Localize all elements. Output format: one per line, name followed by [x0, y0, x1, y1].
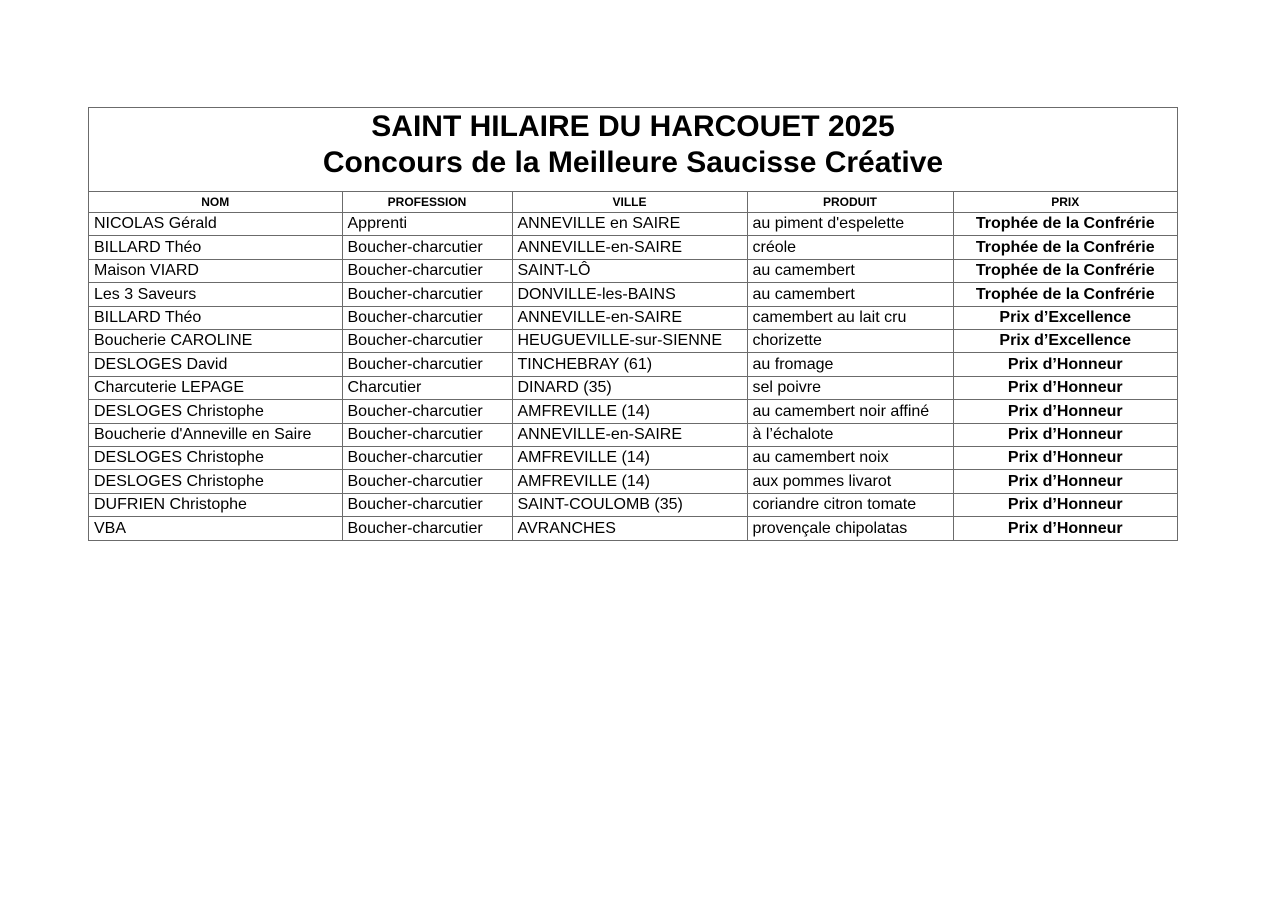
cell-profession: Boucher-charcutier [342, 283, 512, 306]
cell-ville: AMFREVILLE (14) [512, 446, 747, 469]
column-header-profession: PROFESSION [342, 192, 512, 213]
column-header-produit: PRODUIT [747, 192, 953, 213]
cell-produit: aux pommes livarot [747, 470, 953, 493]
table-row [89, 400, 1177, 423]
cell-profession: Boucher-charcutier [342, 423, 512, 446]
table-row [89, 493, 1177, 516]
cell-nom: Maison VIARD [89, 259, 342, 282]
table-row [89, 283, 1177, 306]
cell-nom: DESLOGES Christophe [89, 400, 342, 423]
cell-produit: chorizette [747, 329, 953, 352]
table-row [89, 213, 1177, 236]
cell-prix: Prix d’Honneur [953, 470, 1177, 493]
cell-prix: Prix d’Honneur [953, 446, 1177, 469]
cell-profession: Boucher-charcutier [342, 493, 512, 516]
cell-ville: ANNEVILLE-en-SAIRE [512, 236, 747, 259]
cell-nom: NICOLAS Gérald [89, 213, 342, 236]
cell-prix: Trophée de la Confrérie [953, 283, 1177, 306]
cell-nom: Boucherie CAROLINE [89, 329, 342, 352]
cell-profession: Boucher-charcutier [342, 470, 512, 493]
cell-profession: Boucher-charcutier [342, 400, 512, 423]
cell-ville: TINCHEBRAY (61) [512, 353, 747, 376]
cell-profession: Boucher-charcutier [342, 353, 512, 376]
results-table [89, 192, 1177, 540]
cell-ville: AVRANCHES [512, 517, 747, 540]
cell-produit: au fromage [747, 353, 953, 376]
cell-produit: au camembert noix [747, 446, 953, 469]
cell-ville: ANNEVILLE-en-SAIRE [512, 306, 747, 329]
cell-prix: Prix d’Honneur [953, 400, 1177, 423]
cell-produit: coriandre citron tomate [747, 493, 953, 516]
cell-nom: DESLOGES Christophe [89, 470, 342, 493]
cell-ville: DONVILLE-les-BAINS [512, 283, 747, 306]
table-row [89, 329, 1177, 352]
column-header-nom: NOM [89, 192, 342, 213]
cell-ville: DINARD (35) [512, 376, 747, 399]
cell-profession: Boucher-charcutier [342, 446, 512, 469]
cell-prix: Prix d’Honneur [953, 376, 1177, 399]
cell-produit: au camembert [747, 283, 953, 306]
cell-produit: au camembert noir affiné [747, 400, 953, 423]
table-row [89, 259, 1177, 282]
column-header-prix: PRIX [953, 192, 1177, 213]
cell-nom: BILLARD Théo [89, 306, 342, 329]
cell-nom: VBA [89, 517, 342, 540]
event-title: SAINT HILAIRE DU HARCOUET 2025 [371, 110, 895, 143]
cell-ville: SAINT-LÔ [512, 259, 747, 282]
cell-profession: Boucher-charcutier [342, 329, 512, 352]
cell-prix: Prix d’Honneur [1007, 519, 1123, 537]
header-row [89, 192, 1177, 213]
table-row [89, 376, 1177, 399]
cell-nom: DESLOGES David [89, 353, 342, 376]
table-row [89, 423, 1177, 446]
cell-profession: Boucher-charcutier [342, 306, 512, 329]
cell-produit: créole [747, 236, 953, 259]
cell-prix: Prix d’Excellence [953, 329, 1177, 352]
cell-nom: DESLOGES Christophe [89, 446, 342, 469]
table-row [89, 517, 1177, 540]
cell-ville: AMFREVILLE (14) [512, 470, 747, 493]
cell-produit: sel poivre [747, 376, 953, 399]
cell-prix: Trophée de la Confrérie [953, 236, 1177, 259]
table-body [89, 213, 1177, 540]
title-block [89, 108, 1177, 192]
cell-profession: Boucher-charcutier [342, 259, 512, 282]
cell-profession: Apprenti [342, 213, 512, 236]
cell-ville: HEUGUEVILLE-sur-SIENNE [512, 329, 747, 352]
cell-nom: BILLARD Théo [89, 236, 342, 259]
cell-nom: Charcuterie LEPAGE [89, 376, 342, 399]
column-header-ville: VILLE [512, 192, 747, 213]
cell-produit: provençale chipolatas [747, 517, 953, 540]
results-sheet [88, 107, 1178, 541]
table-row [89, 236, 1177, 259]
cell-prix: Prix d’Honneur [953, 423, 1177, 446]
cell-prix: Prix d’Honneur [953, 493, 1177, 516]
cell-ville: SAINT-COULOMB (35) [512, 493, 747, 516]
contest-title: Concours de la Meilleure Saucisse Créative [322, 146, 944, 179]
cell-nom: Les 3 Saveurs [89, 283, 342, 306]
cell-ville: AMFREVILLE (14) [512, 400, 747, 423]
cell-ville: ANNEVILLE en SAIRE [512, 213, 747, 236]
cell-prix: Prix d’Honneur [953, 353, 1177, 376]
cell-nom: Boucherie d'Anneville en Saire [89, 423, 342, 446]
cell-prix: Trophée de la Confrérie [953, 259, 1177, 282]
cell-produit: au camembert [747, 259, 953, 282]
cell-prix: Trophée de la Confrérie [953, 213, 1177, 236]
cell-prix: Prix d’Excellence [953, 306, 1177, 329]
cell-produit: au piment d'espelette [747, 213, 953, 236]
cell-produit: à l’échalote [747, 423, 953, 446]
cell-ville: ANNEVILLE-en-SAIRE [512, 423, 747, 446]
cell-produit: camembert au lait cru [747, 306, 953, 329]
table-row [89, 306, 1177, 329]
cell-profession: Boucher-charcutier [342, 236, 512, 259]
table-row [89, 470, 1177, 493]
table-row [89, 446, 1177, 469]
cell-profession: Boucher-charcutier [342, 517, 512, 540]
table-row [89, 353, 1177, 376]
cell-profession: Charcutier [342, 376, 512, 399]
cell-nom: DUFRIEN Christophe [89, 493, 342, 516]
